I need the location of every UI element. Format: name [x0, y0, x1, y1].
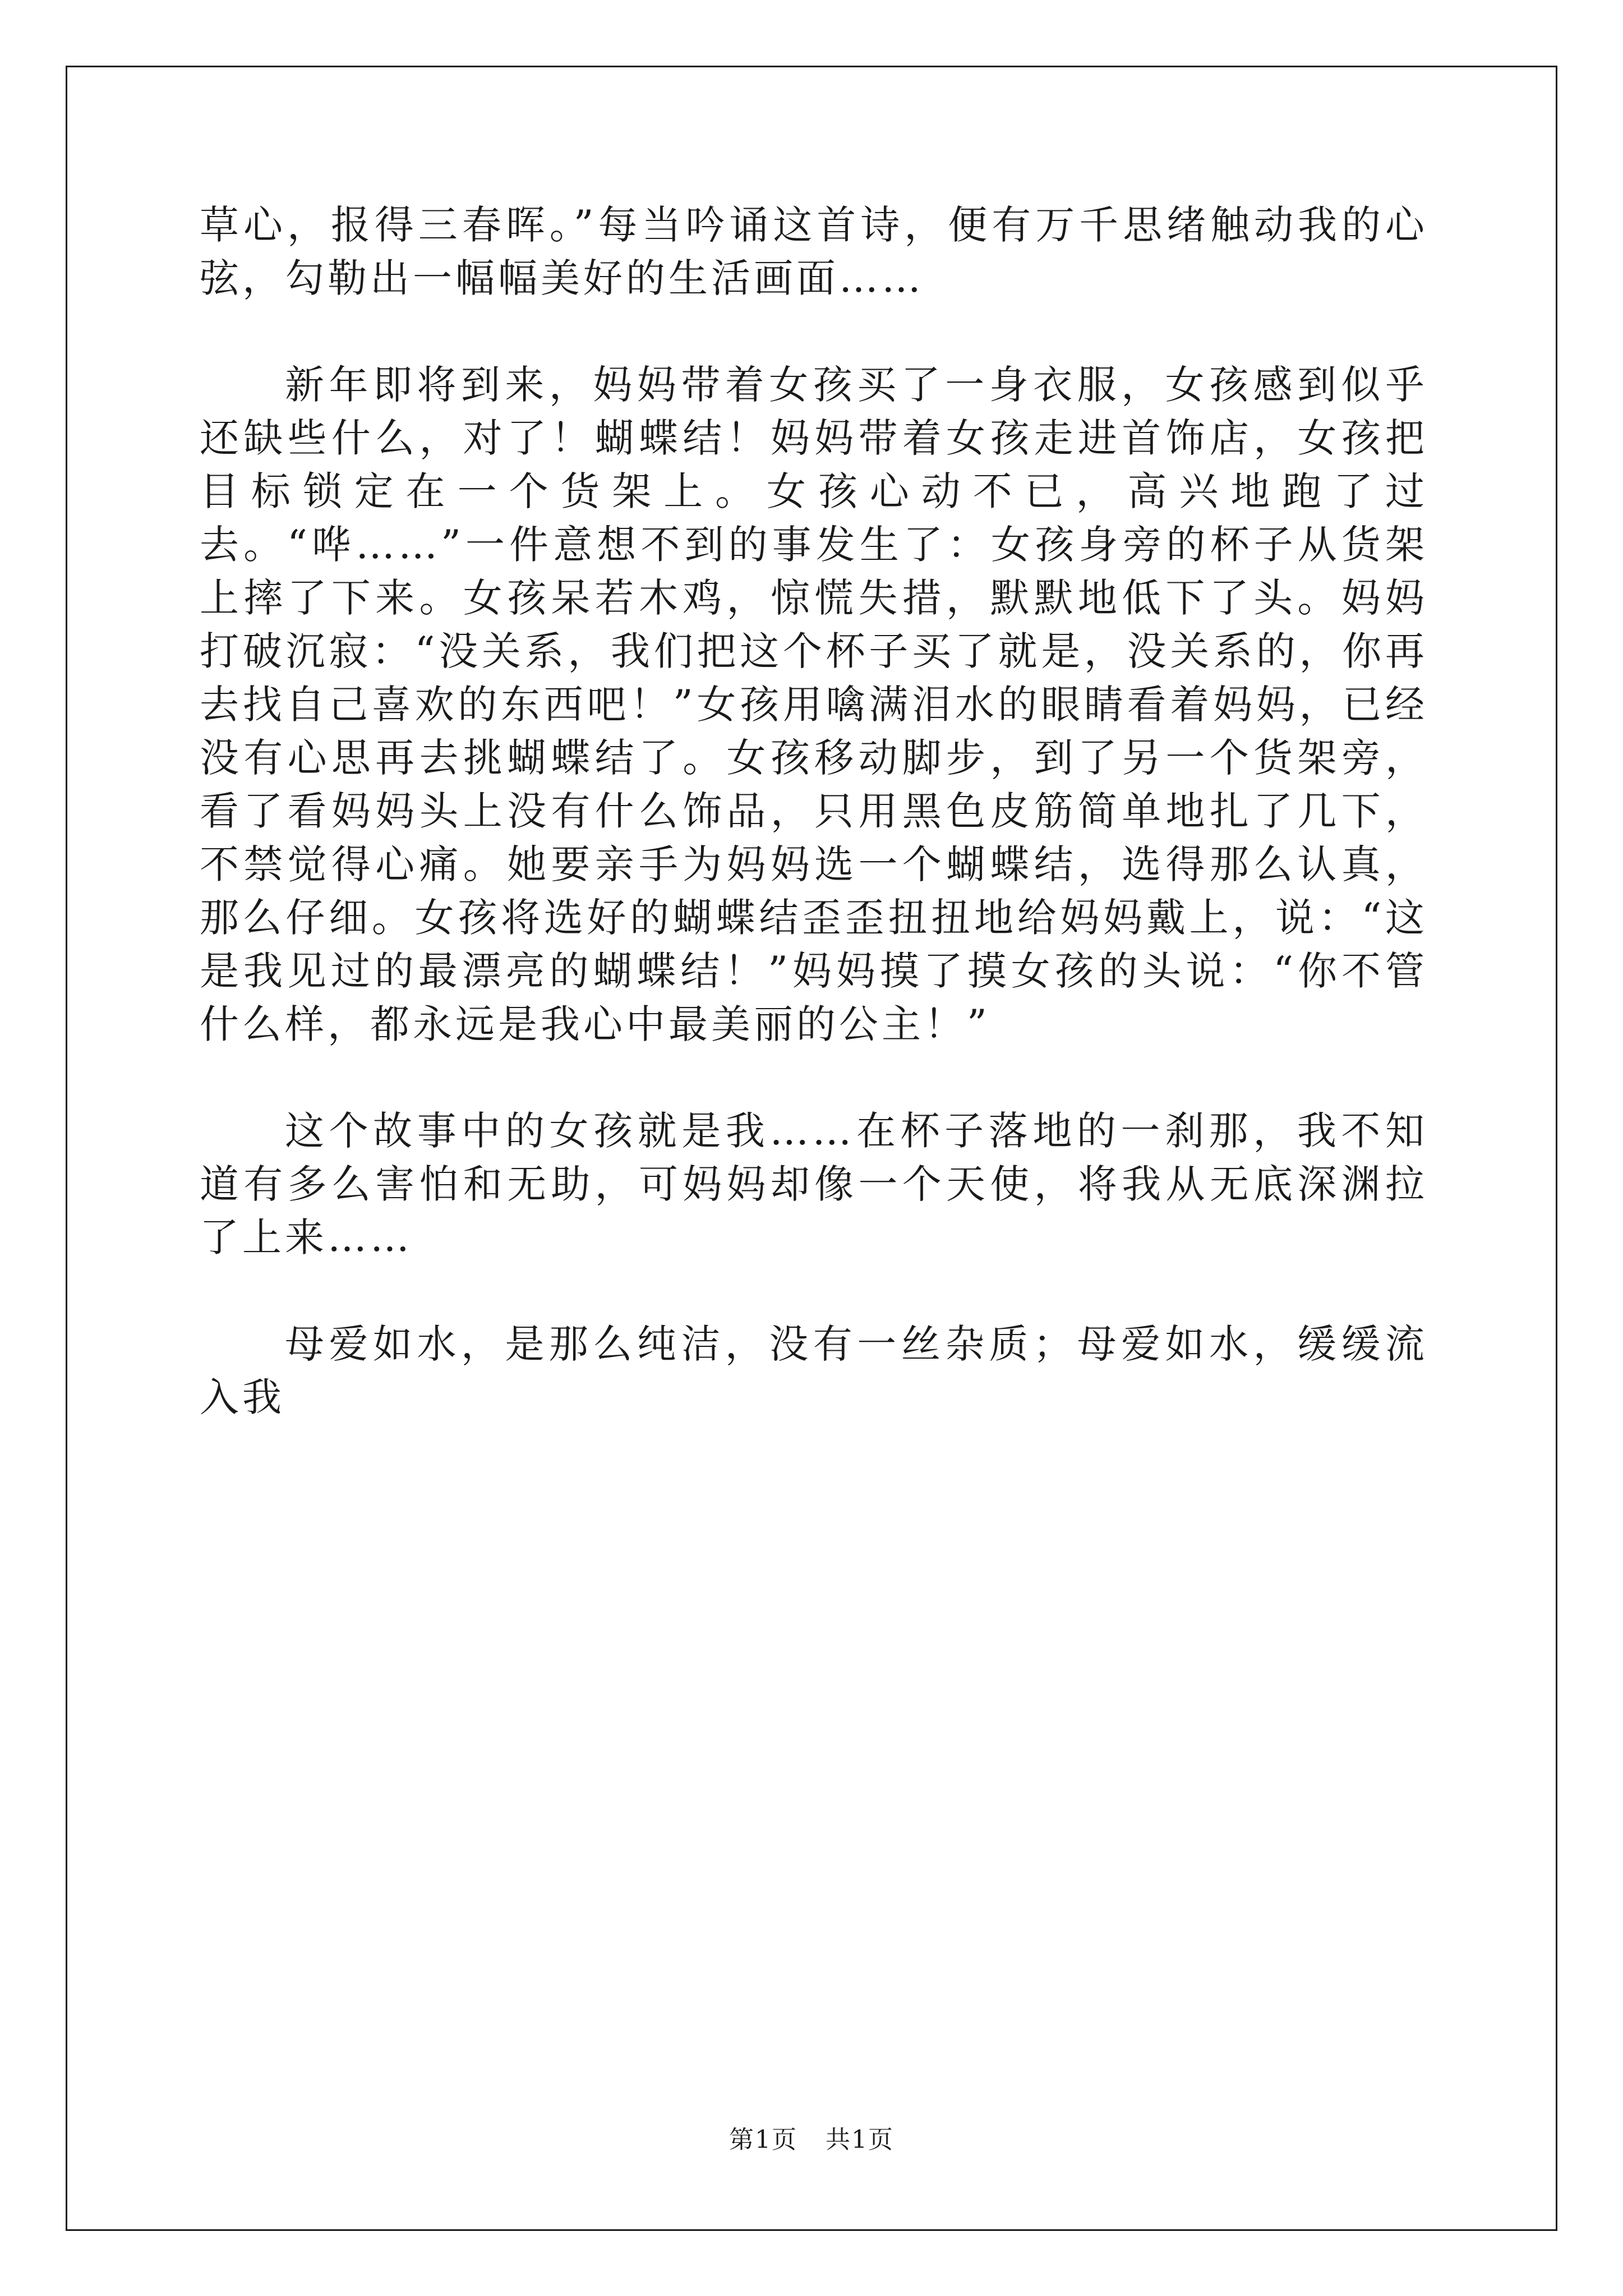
paragraph-3: 这个故事中的女孩就是我……在杯子落地的一刹那，我不知道有多么害怕和无助，可妈妈却像一个天使，将我从无底深渊拉了上来……	[200, 1108, 1428, 1260]
paragraph-1: 草心，报得三春晖。”每当吟诵这首诗，便有万千思绪触动我的心弦，勾勒出一幅幅美好的生活画面……	[200, 202, 1428, 301]
document-body	[200, 199, 1428, 1478]
page-total: 共1页	[826, 2125, 894, 2154]
page-number: 第1页	[729, 2125, 797, 2154]
paragraph-2: 新年即将到来，妈妈带着女孩买了一身衣服，女孩感到似乎还缺些什么，对了！蝴蝶结！妈妈带着女孩走进首饰店，女孩把目标锁定在一个货架上。女孩心动不已，高兴地跑了过去。“哗……”一件意想不到的事发生了：女孩身旁的杯子从货架上摔了下来。女孩呆若木鸡，惊慌失措，默默地低下了头。妈妈打破沉寂：“没关系，我们把这个杯子买了就是，没关系的，你再去找自己喜欢的东西吧！”女孩用噙满泪水的眼睛看着妈妈，已经没有心思再去挑蝴蝶结了。女孩移动脚步，到了另一个货架旁，看了看妈妈头上没有什么饰品，只用黑色皮筋简单地扎了几下，不禁觉得心痛。她要亲手为妈妈选一个蝴蝶结，选得那么认真，那么仔细。女孩将选好的蝴蝶结歪歪扭扭地给妈妈戴上，说：“这是我见过的最漂亮的蝴蝶结！”妈妈摸了摸女孩的头说：“你不管什么样，都永远是我心中最美丽的公主！”	[200, 362, 1428, 1047]
paragraph-4: 母爱如水，是那么纯洁，没有一丝杂质；母爱如水，缓缓流入我	[200, 1321, 1428, 1420]
page-footer	[0, 2119, 1623, 2155]
